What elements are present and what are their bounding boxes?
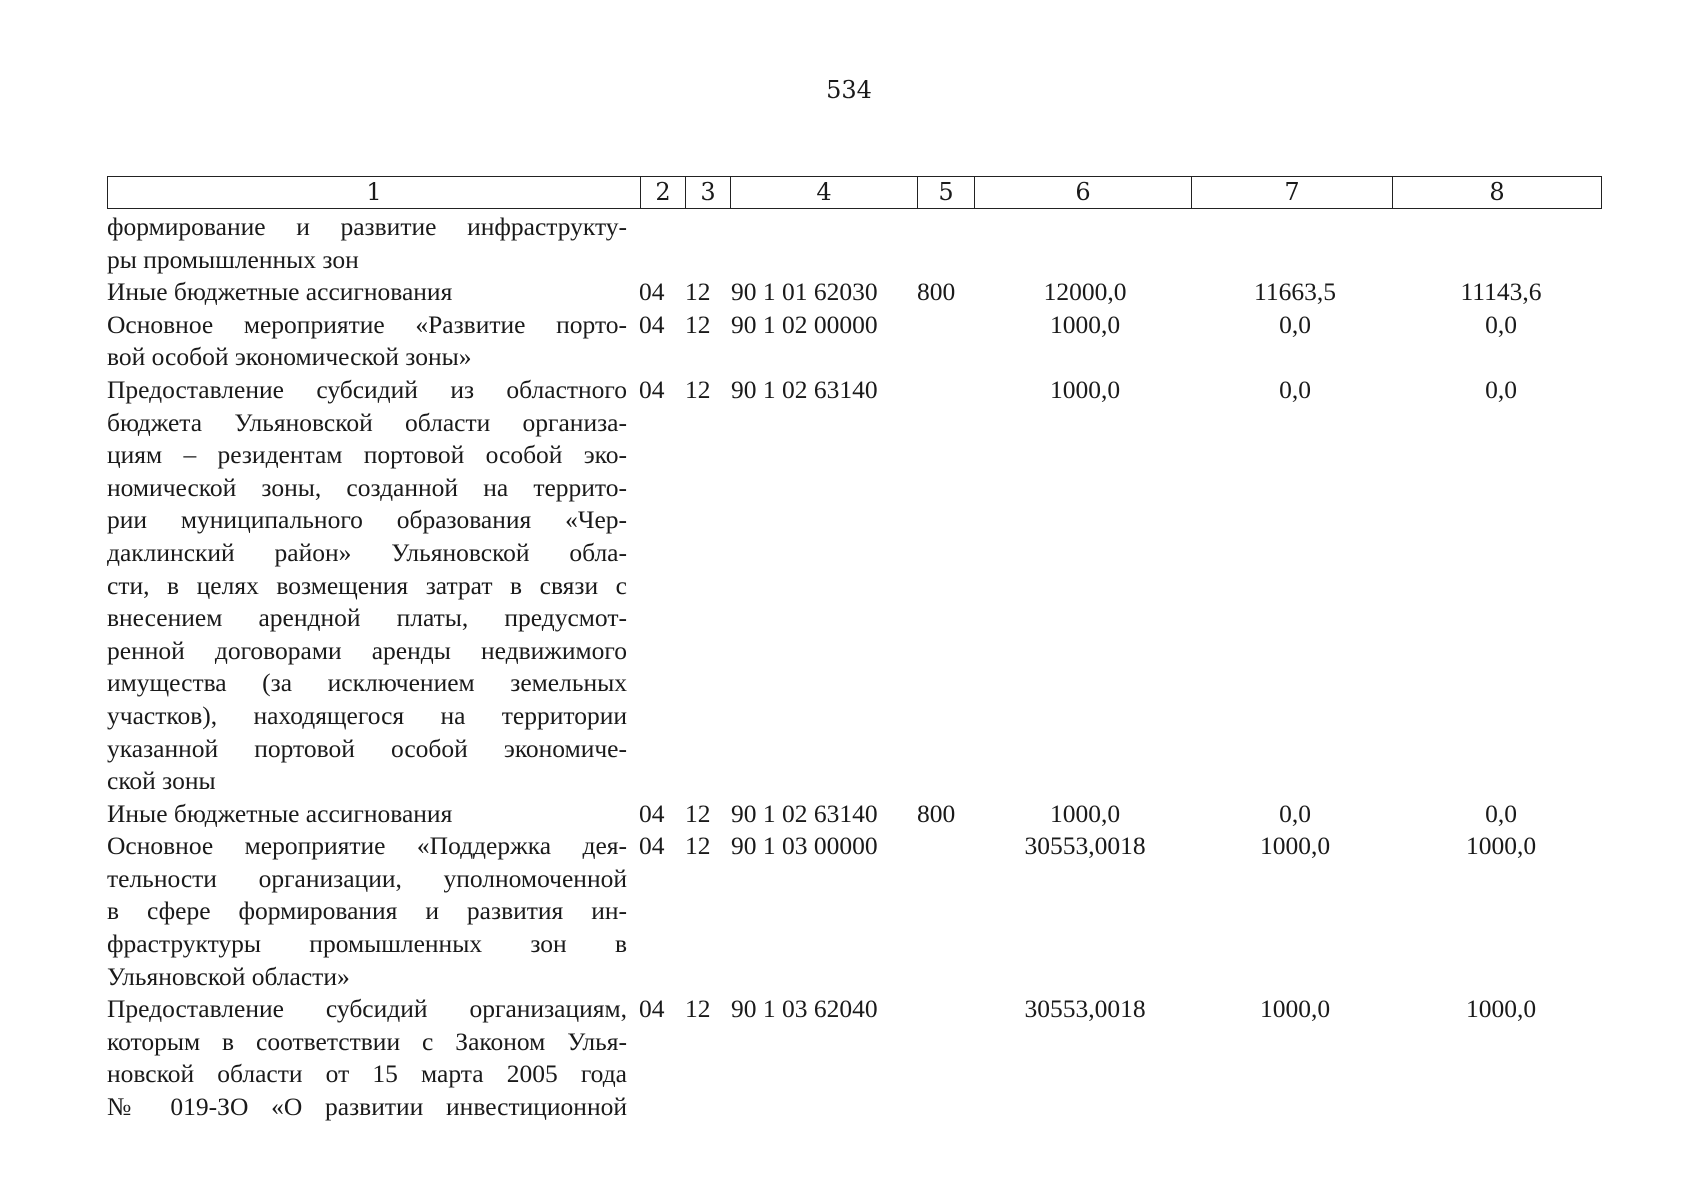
cell-c5: 800 [917,798,956,828]
row-description [107,374,627,798]
cell-c7: 0,0 [1279,374,1311,404]
description-line: в сфере формирования и развития ин- [107,896,627,926]
cell-c6: 30553,0018 [1024,994,1146,1024]
cell-c5: 800 [917,277,956,307]
cell-c6: 30553,0018 [1024,831,1146,861]
column-header-7: 7 [1192,177,1393,209]
table-row [107,309,1605,374]
column-header-4: 4 [731,177,918,209]
description-line: тельности организации, уполномоченной [107,863,627,893]
cell-c8: 1000,0 [1465,831,1537,861]
cell-c4: 90 1 02 00000 [731,309,878,339]
cell-c4: 90 1 03 00000 [731,831,878,861]
description-line: имущества (за исключением земельных [107,668,627,698]
cell-c2: 04 [639,994,665,1024]
description-line: Предоставление субсидий организациям, [107,994,627,1024]
description-line: новской области от 15 марта 2005 года [107,1059,627,1089]
cell-c7: 0,0 [1279,309,1311,339]
description-line: Иные бюджетные ассигнования [107,798,453,828]
description-line: фраструктуры промышленных зон в [107,929,627,959]
description-line: Основное мероприятие «Поддержка дея- [107,831,627,861]
cell-c7: 0,0 [1279,798,1311,828]
budget-rows [107,211,1605,1124]
description-line: бюджета Ульяновской области организа- [107,407,627,437]
row-description [107,798,627,831]
column-header-5: 5 [918,177,975,209]
description-line: Основное мероприятие «Развитие порто- [107,309,627,339]
cell-c4: 90 1 01 62030 [731,277,878,307]
row-description [107,211,627,276]
cell-c4: 90 1 02 63140 [731,374,878,404]
cell-c7: 1000,0 [1259,994,1331,1024]
description-line: указанной портовой особой экономиче- [107,733,627,763]
cell-c8: 0,0 [1485,798,1517,828]
cell-c3: 12 [685,798,711,828]
column-header-table [107,176,1602,209]
cell-c8: 0,0 [1485,309,1517,339]
cell-c8: 1000,0 [1465,994,1537,1024]
column-header-2: 2 [641,177,686,209]
column-header-8: 8 [1393,177,1602,209]
cell-c6: 1000,0 [1049,309,1121,339]
row-description [107,309,627,374]
row-description [107,830,627,993]
cell-c2: 04 [639,374,665,404]
cell-c8: 11143,6 [1460,277,1542,307]
description-line: формирование и развитие инфраструкту- [107,212,627,241]
table-row [107,374,1605,798]
cell-c2: 04 [639,309,665,339]
table-row [107,276,1605,309]
cell-c7: 1000,0 [1259,831,1331,861]
description-line: внесением арендной платы, предусмот- [107,603,627,633]
cell-c2: 04 [639,798,665,828]
description-line: Иные бюджетные ассигнования [107,277,453,307]
description-line: ры промышленных зон [107,244,359,274]
description-line: вой особой экономической зоны» [107,342,472,372]
description-line: циям – резидентам портовой особой эко- [107,440,627,470]
description-line: Ульяновской области» [107,961,350,991]
cell-c3: 12 [685,277,711,307]
description-line: сти, в целях возмещения затрат в связи с [107,570,627,600]
cell-c3: 12 [685,994,711,1024]
column-header-6: 6 [975,177,1192,209]
description-line: рии муниципального образования «Чер- [107,505,627,535]
cell-c7: 11663,5 [1254,277,1336,307]
column-header-row [108,177,1602,209]
table-row [107,211,1605,276]
description-line: Предоставление субсидий из областного [107,374,627,404]
cell-c8: 0,0 [1485,374,1517,404]
description-line: номической зоны, созданной на террито- [107,472,627,502]
description-line: даклинский район» Ульяновской обла- [107,537,627,567]
description-line: № 019-ЗО «О развитии инвестиционной [107,1092,627,1122]
cell-c3: 12 [685,309,711,339]
description-line: которым в соответствии с Законом Улья- [107,1026,627,1056]
description-line: ренной договорами аренды недвижимого [107,635,627,665]
cell-c3: 12 [685,374,711,404]
table-row [107,830,1605,993]
page-number: 534 [826,76,872,104]
cell-c6: 1000,0 [1049,798,1121,828]
row-description [107,993,627,1123]
cell-c4: 90 1 02 63140 [731,798,878,828]
table-row [107,993,1605,1123]
cell-c3: 12 [685,831,711,861]
cell-c2: 04 [639,277,665,307]
cell-c2: 04 [639,831,665,861]
description-line: ской зоны [107,766,216,796]
cell-c4: 90 1 03 62040 [731,994,878,1024]
column-header-3: 3 [686,177,731,209]
cell-c6: 12000,0 [1043,277,1127,307]
table-row [107,798,1605,831]
row-description [107,276,627,309]
column-header-1: 1 [108,177,641,209]
cell-c6: 1000,0 [1049,374,1121,404]
description-line: участков), находящегося на территории [107,700,627,730]
